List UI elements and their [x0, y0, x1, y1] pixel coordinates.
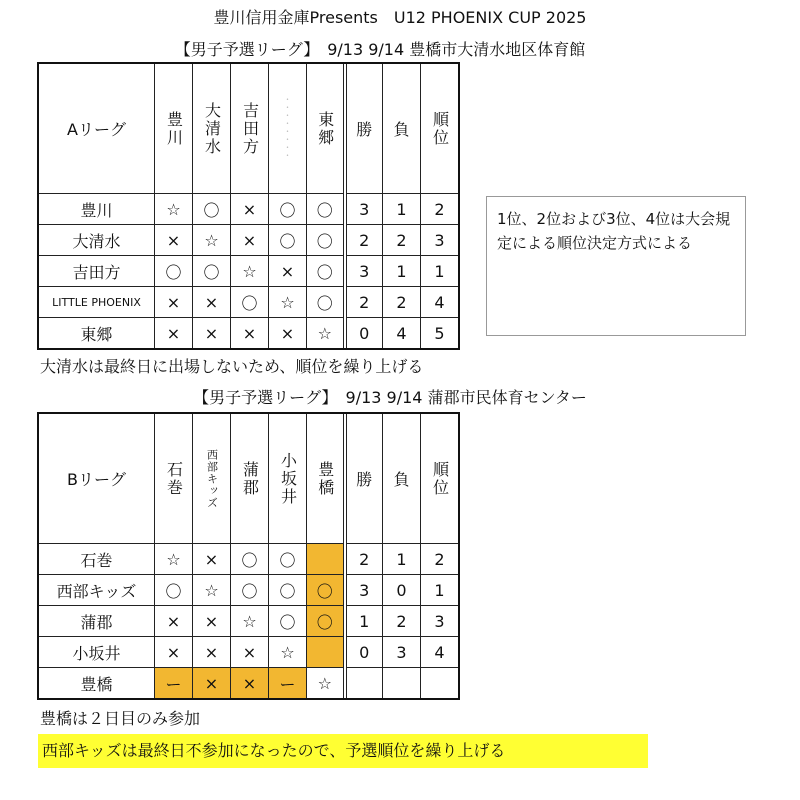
- loss-cell: 1: [383, 544, 421, 575]
- result-cell: 〇: [269, 194, 307, 225]
- result-cell: ×: [231, 194, 269, 225]
- row-team-name: 吉田方: [39, 256, 155, 287]
- league-name: Aリーグ: [39, 64, 155, 194]
- announcement-text: 西部キッズは最終日不参加になったので、予選順位を繰り上げる: [42, 741, 506, 760]
- result-cell: 〇: [269, 606, 307, 637]
- row-team-name: 大清水: [39, 225, 155, 256]
- result-cell: 〇: [231, 287, 269, 318]
- column-header-team: 豊橋: [307, 414, 345, 544]
- league-b-footnote: 豊橋は２日目のみ参加: [40, 709, 201, 728]
- table-row: [39, 637, 459, 668]
- result-cell: 〇: [193, 194, 231, 225]
- loss-cell: 2: [383, 287, 421, 318]
- result-cell: ×: [269, 256, 307, 287]
- result-cell: 〇: [307, 287, 345, 318]
- result-cell: ×: [193, 606, 231, 637]
- loss-cell: [383, 668, 421, 699]
- column-header-team-empty: ・・・・・・・・: [269, 64, 307, 194]
- table-row: [39, 606, 459, 637]
- column-header-rank: 順位: [421, 414, 459, 544]
- result-cell: ☆: [193, 225, 231, 256]
- table-row: [39, 668, 459, 699]
- rank-cell: 2: [421, 194, 459, 225]
- win-cell: 2: [345, 225, 383, 256]
- loss-cell: 3: [383, 637, 421, 668]
- column-header-team: 石巻: [155, 414, 193, 544]
- row-team-name: 石巻: [39, 544, 155, 575]
- league-b-subtitle: 【男子予選リーグ】 9/13 9/14 蒲郡市民体育センター: [193, 388, 587, 407]
- loss-cell: 4: [383, 318, 421, 349]
- column-header-rank: 順位: [421, 64, 459, 194]
- column-header-win: 勝: [345, 414, 383, 544]
- result-cell: 〇: [269, 544, 307, 575]
- table-row: [39, 318, 459, 349]
- result-cell: 〇: [155, 256, 193, 287]
- win-cell: 2: [345, 544, 383, 575]
- result-cell: ☆: [269, 287, 307, 318]
- result-cell: 〇: [307, 194, 345, 225]
- league-a-subtitle: 【男子予選リーグ】 9/13 9/14 豊橋市大清水地区体育館: [174, 40, 586, 59]
- result-cell: ×: [193, 668, 231, 699]
- column-header-team: 大清水: [193, 64, 231, 194]
- result-cell: ☆: [307, 318, 345, 349]
- rank-cell: 1: [421, 256, 459, 287]
- row-team-name: 蒲郡: [39, 606, 155, 637]
- win-cell: 2: [345, 287, 383, 318]
- result-cell: ×: [193, 318, 231, 349]
- row-team-name: 小坂井: [39, 637, 155, 668]
- table-row: [39, 287, 459, 318]
- table-row: [39, 194, 459, 225]
- result-cell: 〇: [193, 256, 231, 287]
- rank-cell: [421, 668, 459, 699]
- result-cell: ☆: [269, 637, 307, 668]
- league-b-table: [38, 413, 459, 699]
- rank-cell: 5: [421, 318, 459, 349]
- result-cell: ☆: [155, 194, 193, 225]
- result-cell: ー: [269, 668, 307, 699]
- result-cell: ×: [155, 225, 193, 256]
- column-header-team: 豊川: [155, 64, 193, 194]
- result-cell: ☆: [231, 256, 269, 287]
- rank-cell: 4: [421, 637, 459, 668]
- ranking-note: 1位、2位および3位、4位は大会規定による順位決定方式による: [486, 196, 746, 336]
- table-row: [39, 225, 459, 256]
- win-cell: 3: [345, 575, 383, 606]
- result-cell: ×: [155, 287, 193, 318]
- loss-cell: 2: [383, 225, 421, 256]
- loss-cell: 1: [383, 256, 421, 287]
- column-header-loss: 負: [383, 414, 421, 544]
- result-cell: 〇: [307, 575, 345, 606]
- league-a-footnote: 大清水は最終日に出場しないため、順位を繰り上げる: [40, 357, 424, 376]
- win-cell: 0: [345, 318, 383, 349]
- win-cell: 1: [345, 606, 383, 637]
- column-header-win: 勝: [345, 64, 383, 194]
- result-cell: ×: [231, 318, 269, 349]
- result-cell: ×: [269, 318, 307, 349]
- loss-cell: 0: [383, 575, 421, 606]
- win-cell: 3: [345, 256, 383, 287]
- row-team-name: 東郷: [39, 318, 155, 349]
- league-name: Bリーグ: [39, 414, 155, 544]
- result-cell: 〇: [231, 575, 269, 606]
- result-cell: 〇: [307, 225, 345, 256]
- result-cell: ☆: [193, 575, 231, 606]
- result-cell: ×: [155, 637, 193, 668]
- result-cell: 〇: [269, 225, 307, 256]
- loss-cell: 1: [383, 194, 421, 225]
- result-cell: 〇: [231, 544, 269, 575]
- result-cell: ×: [231, 225, 269, 256]
- result-cell: ☆: [231, 606, 269, 637]
- win-cell: 3: [345, 194, 383, 225]
- result-cell: ×: [193, 287, 231, 318]
- result-cell: ー: [155, 668, 193, 699]
- column-header-team: 吉田方: [231, 64, 269, 194]
- result-cell: ×: [231, 668, 269, 699]
- loss-cell: 2: [383, 606, 421, 637]
- row-team-name: 豊橋: [39, 668, 155, 699]
- rank-cell: 3: [421, 225, 459, 256]
- result-cell: 〇: [269, 575, 307, 606]
- row-team-name: LITTLE PHOENIX: [39, 287, 155, 318]
- row-team-name: 西部キッズ: [39, 575, 155, 606]
- table-row: [39, 544, 459, 575]
- column-header-team: 東郷: [307, 64, 345, 194]
- league-a-table: [38, 63, 459, 349]
- column-header-team: 蒲郡: [231, 414, 269, 544]
- table-row: [39, 575, 459, 606]
- row-team-name: 豊川: [39, 194, 155, 225]
- win-cell: 0: [345, 637, 383, 668]
- result-cell: ×: [155, 318, 193, 349]
- table-row: [39, 256, 459, 287]
- result-cell: 〇: [307, 256, 345, 287]
- result-cell: ☆: [155, 544, 193, 575]
- result-cell: 〇: [155, 575, 193, 606]
- result-cell: ×: [193, 544, 231, 575]
- result-cell: 〇: [307, 606, 345, 637]
- rank-cell: 1: [421, 575, 459, 606]
- column-header-loss: 負: [383, 64, 421, 194]
- result-cell: ×: [231, 637, 269, 668]
- rank-cell: 3: [421, 606, 459, 637]
- result-cell: [307, 544, 345, 575]
- result-cell: ×: [155, 606, 193, 637]
- result-cell: [307, 637, 345, 668]
- page-title: 豊川信用金庫Presents U12 PHOENIX CUP 2025: [213, 8, 587, 27]
- win-cell: [345, 668, 383, 699]
- result-cell: ☆: [307, 668, 345, 699]
- column-header-team: 小坂井: [269, 414, 307, 544]
- rank-cell: 2: [421, 544, 459, 575]
- rank-cell: 4: [421, 287, 459, 318]
- result-cell: ×: [193, 637, 231, 668]
- column-header-team: 西部キッズ: [193, 414, 231, 544]
